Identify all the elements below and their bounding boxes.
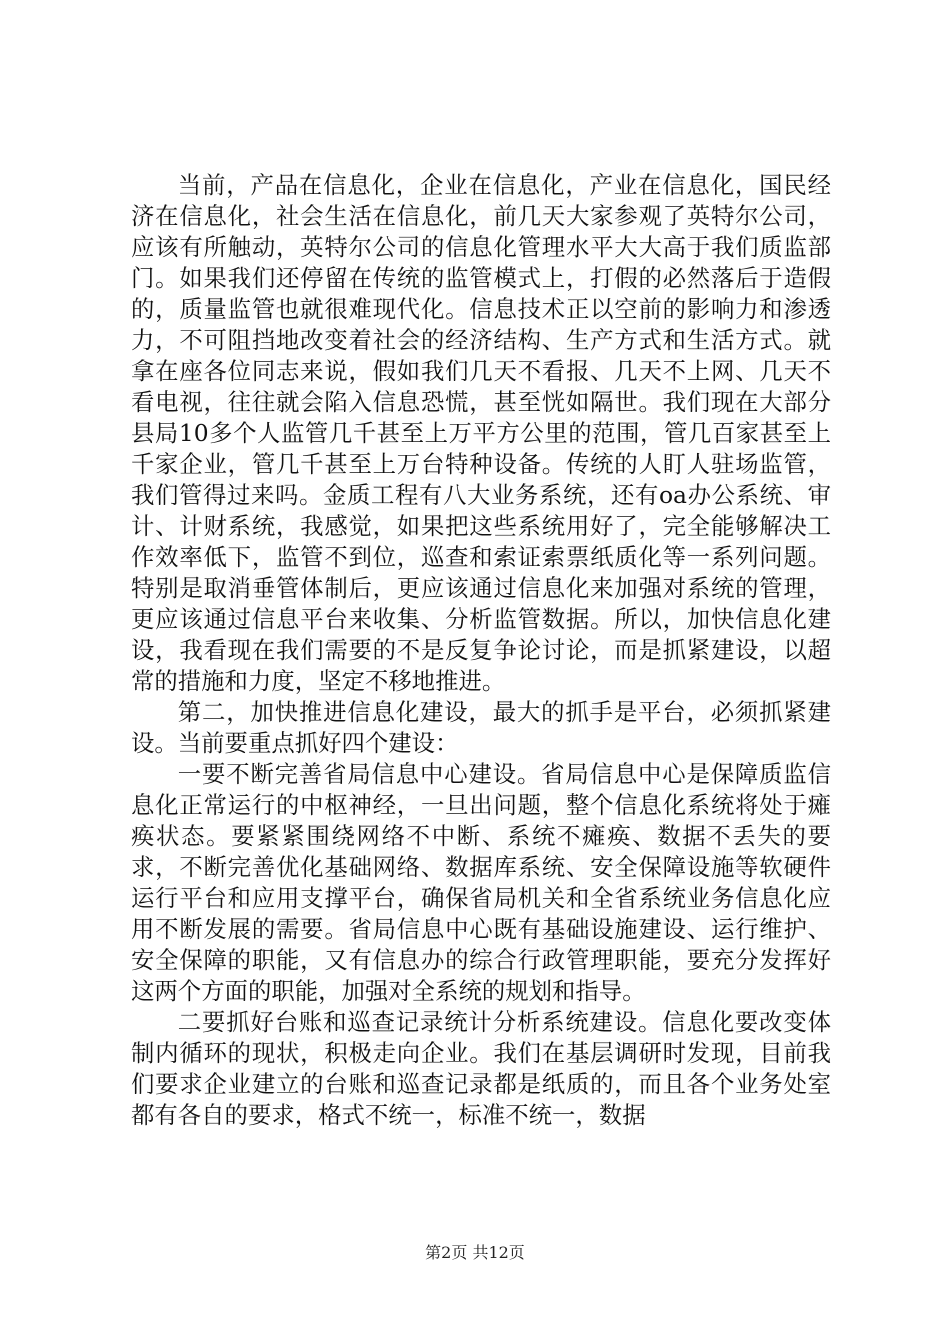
body-text (131, 170, 831, 1131)
paragraph-1: 当前，产品在信息化，企业在信息化，产业在信息化，国民经济在信息化，社会生活在信息化，前几天大家参观了英特尔公司，应该有所触动，英特尔公司的信息化管理水平大大高于我们质监部门。如果我们还停留在传统的监管模式上，打假的必然落后于造假的，质量监管也就很难现代化。信息技术正以空前的影响力和渗透力，不可阻挡地改变着社会的经济结构、生产方式和生活方式。就拿在座各位同志来说，假如我们几天不看报、几天不上网、几天不看电视，往往就会陷入信息恐慌，甚至恍如隔世。我们现在大部分县局10多个人监管几千甚至上万平方公里的范围，管几百家甚至上千家企业，管几千甚至上万台特种设备。传统的人盯人驻场监管，我们管得过来吗。金质工程有八大业务系统，还有oa办公系统、审计、计财系统，我感觉，如果把这些系统用好了，完全能够解决工作效率低下，监管不到位，巡查和索证索票纸质化等一系列问题。特别是取消垂管体制后，更应该通过信息化来加强对系统的管理，更应该通过信息平台来收集、分析监管数据。所以，加快信息化建设，我看现在我们需要的不是反复争论讨论，而是抓紧建设，以超常的措施和力度，坚定不移地推进。 (131, 171, 831, 695)
paragraph-4: 二要抓好台账和巡查记录统计分析系统建设。信息化要改变体制内循环的现状，积极走向企业。我们在基层调研时发现，目前我们要求企业建立的台账和巡查记录都是纸质的，而且各个业务处室都有各自的要求，格式不统一，标准不统一，数据 (131, 1008, 831, 1129)
paragraph-3: 一要不断完善省局信息中心建设。省局信息中心是保障质监信息化正常运行的中枢神经，一旦出问题，整个信息化系统将处于瘫痪状态。要紧紧围绕网络不中断、系统不瘫痪、数据不丢失的要求，不断完善优化基础网络、数据库系统、安全保障设施等软硬件运行平台和应用支撑平台，确保省局机关和全省系统业务信息化应用不断发展的需要。省局信息中心既有基础设施建设、运行维护、安全保障的职能，又有信息办的综合行政管理职能，要充分发挥好这两个方面的职能，加强对全系统的规划和指导。 (131, 760, 831, 1005)
page-footer: 第2页 共12页 (425, 1243, 525, 1262)
paragraph-2: 第二，加快推进信息化建设，最大的抓手是平台，必须抓紧建设。当前要重点抓好四个建设： (131, 698, 831, 757)
